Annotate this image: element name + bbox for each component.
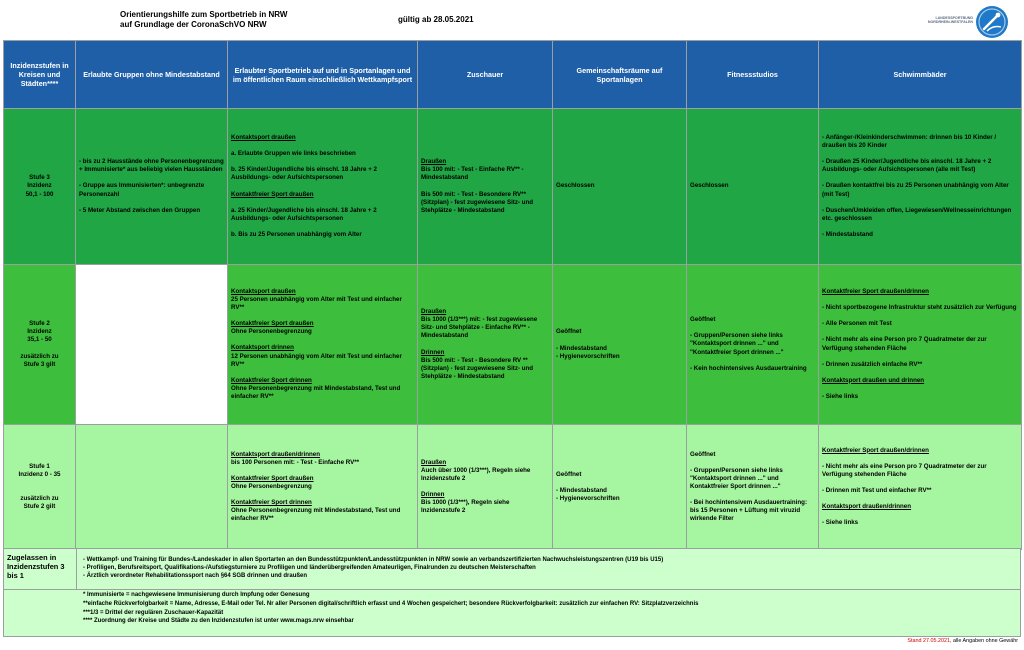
stand-date: Stand 27.05.2021, bbox=[907, 638, 952, 644]
rules-table bbox=[3, 40, 1022, 550]
stand-note bbox=[907, 638, 1018, 644]
footnote: ***1/3 = Drittel der regulären Zuschauer-Kapazität bbox=[83, 609, 224, 616]
gruppen-item: - bis zu 2 Hausstände ohne Personenbegrenzung + Immunisierte* aus beliebig vielen Hausständen bbox=[79, 158, 224, 174]
gruppen-cell bbox=[76, 109, 228, 265]
table-row-stufe-2 bbox=[4, 265, 1022, 425]
footnote: * Immunisierte = nachgewiesene Immunisierung durch Impfung oder Genesung bbox=[83, 592, 310, 598]
section-heading: Kontaktsport drinnen bbox=[231, 344, 294, 352]
footnote: **einfache Rückverfolgbarkeit = Name, Adresse, E-Mail oder Tel. Nr aller Personen digital/schriftlich erfasst und 4 Wochen gespeichert; besondere Rückverfolgbarkeit: zusätzlich zur einfachen RV: Sitzplatzverzeichnis bbox=[83, 600, 699, 607]
zugelassen-list bbox=[83, 556, 1013, 581]
gruppen-cell-empty bbox=[76, 425, 228, 550]
rule-text: - Draußen kontaktfrei bis zu 25 Personen unabhängig vom Alter (mit Test) bbox=[822, 182, 1009, 198]
col-header-gemeinschaftsraeume: Gemeinschaftsräume auf Sportanlagen bbox=[553, 41, 687, 109]
rule-text: Ohne Personenbegrenzung mit Mindestabstand, Test und einfacher RV** bbox=[231, 507, 401, 523]
rule-text: - Anfänger-/Kleinkinderschwimmen: drinnen bis 10 Kinder / draußen bis 20 Kinder bbox=[822, 134, 997, 150]
sportbetrieb-cell bbox=[228, 265, 418, 425]
rule-text: - Drinnen zusätzlich einfache RV** bbox=[822, 360, 923, 368]
rule-text: - Alle Personen mit Test bbox=[822, 320, 892, 328]
section-heading: Kontaktsport draußen bbox=[231, 134, 296, 142]
col-header-gruppen: Erlaubte Gruppen ohne Mindestabstand bbox=[76, 41, 228, 109]
sportbetrieb-cell bbox=[228, 425, 418, 550]
footnotes bbox=[3, 590, 1021, 637]
fitnessstudios-cell: Geöffnet - Gruppen/Personen siehe links "Kontaktsport drinnen ..." und "Kontaktfreier Sport drinnen ..." - Kein hochintensives Ausdauertraining bbox=[687, 265, 819, 425]
stage-label: Stufe 3 Inzidenz 50,1 - 100 bbox=[4, 109, 76, 265]
rule-text: Bis 1000 (1/3***) mit: - fest zugewiesene Sitz- und Stehplätze - Einfache RV** - Mindestabstand bbox=[421, 316, 538, 340]
zuschauer-cell bbox=[418, 425, 553, 550]
section-heading: Draußen bbox=[421, 158, 447, 166]
col-header-schwimmbaeder: Schwimmbäder bbox=[819, 41, 1022, 109]
disclaimer: alle Angaben ohne Gewähr bbox=[952, 638, 1018, 644]
rule-text: Ohne Personenbegrenzung bbox=[231, 482, 312, 490]
section-heading: Draußen bbox=[421, 458, 447, 466]
rule-text: Bis 100 mit: - Test - Einfache RV** - Mindestabstand bbox=[421, 166, 524, 182]
gemeinschaftsraeume-cell: Geöffnet - Mindestabstand - Hygienevorschriften bbox=[553, 425, 687, 550]
rule-text: - Draußen 25 Kinder/Jugendliche bis einschl. 18 Jahre + 2 Ausbildungs- oder Aufsichtspersonen (alle mit Test) bbox=[822, 158, 992, 174]
lsb-logo bbox=[923, 5, 1019, 39]
rule-text: Bis 500 mit: - Test - Besondere RV** (Sitzplan) - fest zugewiesene Sitz- und Stehplätze - Mindestabstand bbox=[421, 190, 534, 214]
section-heading: Kontaktfreier Sport draußen/drinnen bbox=[822, 446, 929, 454]
footnote: **** Zuordnung der Kreise und Städte zu den Inzidenzstufen ist unter www.mags.nrw einsehbar bbox=[83, 618, 354, 625]
rule-text: a. Erlaubte Gruppen wie links beschrieben bbox=[231, 150, 356, 158]
rule-text: Bis 500 mit: - Test - Besondere RV ** (Sitzplan) - fest zugewiesene Sitz- und Stehplätze - Mindestabstand bbox=[421, 356, 534, 380]
gruppen-cell-empty bbox=[76, 265, 228, 425]
gemeinschaftsraeume-cell: Geöffnet - Mindestabstand - Hygienevorschriften bbox=[553, 265, 687, 425]
list-item: - Wettkampf- und Training für Bundes-/Landeskader in allen Sportarten an den Bundesstützpunkten/Landesstützpunkten in NRW sowie an verbandszertifizierten Nachwuchsleistungszentren (U19 bis U15) bbox=[83, 557, 664, 563]
list-item: - Profiligen, Berufsreitsport, Qualifikations-/Aufstiegsturniere zu Profiligen und länderübergreifenden Amateurligen, Finalrunden zu deutschen Meisterschaften bbox=[83, 565, 536, 572]
rule-text: Ohne Personenbegrenzung mit Mindestabstand, Test und einfacher RV** bbox=[231, 384, 401, 400]
rule-text: - Drinnen mit Test und einfacher RV** bbox=[822, 487, 932, 494]
section-heading: Kontaktsport draußen/drinnen bbox=[231, 450, 321, 458]
logo-text: LANDESSPORTBUND NORDRHEIN-WESTFALEN bbox=[927, 16, 973, 24]
gruppen-item: - Gruppe aus Immunisierten*: unbegrenzte Personenzahl bbox=[79, 182, 205, 198]
schwimmbaeder-cell bbox=[819, 109, 1022, 265]
list-item: - Ärztlich verordneter Rehabilitationssport nach §64 SGB drinnen und draußen bbox=[83, 573, 308, 580]
rule-text: - Siehe links bbox=[822, 392, 859, 400]
section-heading: Drinnen bbox=[421, 491, 445, 498]
col-header-fitnessstudios: Fitnessstudios bbox=[687, 41, 819, 109]
zugelassen-label: Zugelassen in Inzidenzstufen 3 bis 1 bbox=[4, 549, 77, 589]
table-row-stufe-1 bbox=[4, 425, 1022, 550]
rule-text: Auch über 1000 (1/3***), Regeln siehe Inzidenzstufe 2 bbox=[421, 466, 531, 482]
rule-text: bis 100 Personen mit: - Test - Einfache RV** bbox=[231, 458, 360, 466]
fitnessstudios-cell: Geöffnet - Gruppen/Personen siehe links "Kontaktsport drinnen ..." und Kontaktfreier Sport drinnen ..." - Bei hochintensivem Ausdauertraining: bis 15 Personen + Lüftung mit viruzid wirkende Filter bbox=[687, 425, 819, 550]
col-header-inzidenz: Inzidenzstufen in Kreisen und Städten**** bbox=[4, 41, 76, 109]
rule-text: - Duschen/Umkleiden offen, Liegewiesen/Wellnesseinrichtungen etc. geschlossen bbox=[822, 206, 1012, 222]
rule-text: - Nicht sportbezogene Infrastruktur steht zusätzlich zur Verfügung bbox=[822, 304, 1017, 312]
valid-from-date: gültig ab 28.05.2021 bbox=[398, 15, 474, 24]
rule-text: a. 25 Kinder/Jugendliche bis einschl. 18 Jahre + 2 Ausbildungs- oder Aufsichtspersonen bbox=[231, 206, 377, 222]
gruppen-item: - 5 Meter Abstand zwischen den Gruppen bbox=[79, 206, 201, 214]
rule-text: - Nicht mehr als eine Person pro 7 Quadratmeter der zur Verfügung stehenden Fläche bbox=[822, 462, 987, 478]
section-heading: Kontaktfreier Sport draußen/drinnen bbox=[822, 288, 929, 296]
section-heading: Kontaktfreier Sport drinnen bbox=[231, 376, 312, 384]
section-heading: Kontaktfreier Sport draußen bbox=[231, 190, 314, 198]
zuschauer-cell bbox=[418, 265, 553, 425]
stage-label: Stufe 2 Inzidenz 35,1 - 50 zusätzlich zu Stufe 3 gilt bbox=[4, 265, 76, 425]
rule-text: - Nicht mehr als eine Person pro 7 Quadratmeter der zur Verfügung stehenden Fläche bbox=[822, 336, 987, 352]
rule-text: - Mindestabstand bbox=[822, 230, 873, 238]
stage-label: Stufe 1 Inzidenz 0 - 35 zusätzlich zu Stufe 2 gilt bbox=[4, 425, 76, 550]
footnotes-list bbox=[83, 591, 1013, 626]
rule-text: 25 Personen unabhängig vom Alter mit Test und einfacher RV** bbox=[231, 296, 402, 312]
table-header-row bbox=[4, 41, 1022, 109]
section-heading: Kontaktfreier Sport drinnen bbox=[231, 499, 312, 507]
rule-text: b. 25 Kinder/Jugendliche bis einschl. 18 Jahre + 2 Ausbildungs- oder Aufsichtspersonen bbox=[231, 166, 377, 182]
section-heading: Kontaktfreier Sport draußen bbox=[231, 320, 314, 328]
rule-text: 12 Personen unabhängig vom Alter mit Test und einfacher RV** bbox=[231, 352, 402, 368]
gemeinschaftsraeume-cell: Geschlossen bbox=[553, 109, 687, 265]
rule-text: Ohne Personenbegrenzung bbox=[231, 328, 312, 336]
zugelassen-section bbox=[3, 548, 1021, 590]
rule-text: b. Bis zu 25 Personen unabhängig vom Alter bbox=[231, 230, 362, 238]
col-header-sportbetrieb: Erlaubter Sportbetrieb auf und in Sportanlagen und im öffentlichen Raum einschließlich Wettkampfsport bbox=[228, 41, 418, 109]
section-heading: Kontaktsport draußen und drinnen bbox=[822, 376, 925, 384]
logo-emblem-icon bbox=[975, 5, 1009, 39]
rule-text: - Siehe links bbox=[822, 519, 859, 527]
sportbetrieb-cell bbox=[228, 109, 418, 265]
rule-text: Bis 1000 (1/3***), Regeln siehe Inzidenzstufe 2 bbox=[421, 499, 510, 515]
col-header-zuschauer: Zuschauer bbox=[418, 41, 553, 109]
fitnessstudios-cell: Geschlossen bbox=[687, 109, 819, 265]
section-heading: Kontaktsport draußen bbox=[231, 287, 296, 295]
schwimmbaeder-cell bbox=[819, 425, 1022, 550]
table-row-stufe-3 bbox=[4, 109, 1022, 265]
section-heading: Draußen bbox=[421, 308, 447, 316]
section-heading: Kontaktfreier Sport draußen bbox=[231, 474, 314, 482]
section-heading: Kontaktsport draußen/drinnen bbox=[822, 503, 912, 511]
schwimmbaeder-cell bbox=[819, 265, 1022, 425]
document-header bbox=[0, 0, 1024, 40]
zuschauer-cell bbox=[418, 109, 553, 265]
section-heading: Drinnen bbox=[421, 348, 445, 356]
document-title: Orientierungshilfe zum Sportbetrieb in NRW auf Grundlage der CoronaSchVO NRW bbox=[120, 10, 288, 29]
